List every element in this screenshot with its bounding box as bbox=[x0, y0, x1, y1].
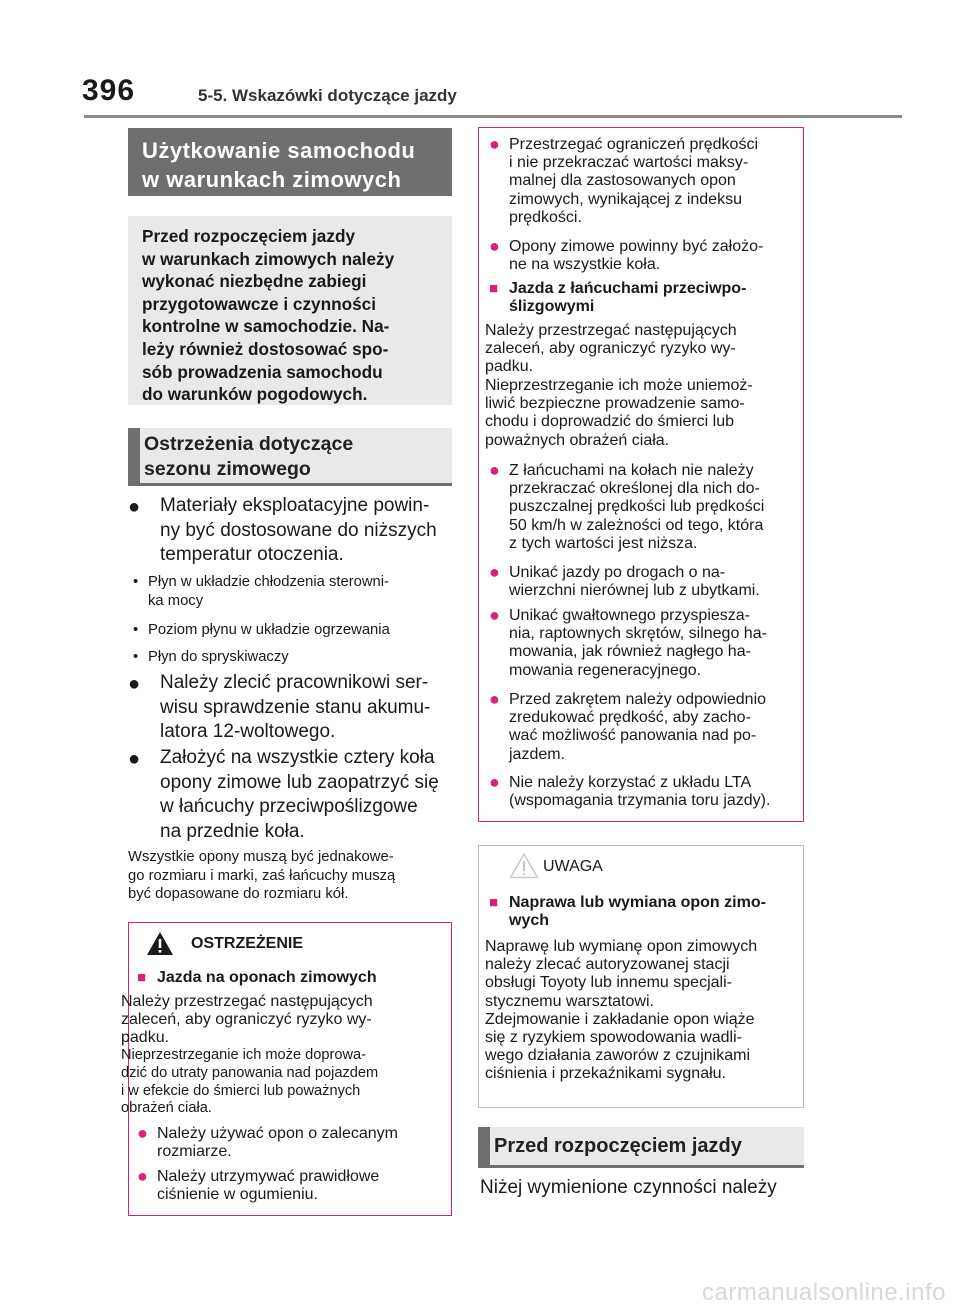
warning-box bbox=[121, 922, 452, 1216]
item-line: Należy zlecić pracownikowi ser- bbox=[160, 672, 429, 693]
chains-para-1 bbox=[485, 322, 801, 377]
para-line: stycznemu warsztatowi. bbox=[485, 992, 654, 1010]
header-rule bbox=[84, 115, 902, 118]
bullet-line: puszczalnej prędkości lub prędkości bbox=[509, 498, 765, 516]
caution-para bbox=[485, 938, 801, 1084]
bullet-icon: ● bbox=[128, 673, 141, 695]
para-line: zaleceń, aby ograniczyć ryzyko wy- bbox=[485, 340, 736, 358]
bullet-line: (wspomagania trzymania toru jazdy). bbox=[509, 792, 771, 810]
bullet-icon: ● bbox=[489, 605, 500, 625]
bullet-line: ciśnienie w ogumieniu. bbox=[157, 1186, 318, 1204]
bullet-icon: ● bbox=[489, 562, 500, 582]
bullet-line: malnej dla zastosowanych opon bbox=[509, 172, 736, 190]
square-bullet-icon: ■ bbox=[137, 969, 147, 986]
right-bullet bbox=[489, 136, 809, 227]
caution-heading bbox=[489, 894, 809, 930]
note-paragraph bbox=[128, 848, 458, 904]
sub-item-line: Poziom płynu w układzie ogrzewania bbox=[148, 622, 390, 638]
bullet-icon: ● bbox=[137, 1123, 148, 1143]
list-item-fluids bbox=[128, 494, 486, 568]
warning-title: OSTRZEŻENIE bbox=[191, 935, 304, 952]
subheading-before-driving: Przed rozpoczęciem jazdy bbox=[478, 1127, 804, 1168]
warning-para-1 bbox=[121, 993, 437, 1048]
main-title-line: w warunkach zimowych bbox=[142, 167, 402, 192]
sub-item-line: Płyn do spryskiwaczy bbox=[148, 649, 289, 665]
bullet-icon: ● bbox=[489, 689, 500, 709]
chains-para-2 bbox=[485, 377, 801, 450]
sub-item-line: ka mocy bbox=[148, 593, 204, 609]
bullet-line: Unikać jazdy po drogach o na- bbox=[509, 564, 726, 581]
item-line: temperatur otoczenia. bbox=[160, 544, 344, 565]
para-line: obrażeń ciała. bbox=[121, 1100, 212, 1117]
subheading-line: sezonu zimowego bbox=[144, 458, 311, 480]
right-bullet bbox=[489, 462, 815, 553]
para-line: Nieprzestrzeganie ich może uniemoż- bbox=[485, 377, 753, 394]
watermark: carmanualsonline.info bbox=[702, 1279, 946, 1306]
heading-line: wych bbox=[509, 912, 550, 930]
intro-line: kontrolne w samochodzie. Na- bbox=[142, 316, 390, 337]
item-line: Założyć na wszystkie cztery koła bbox=[160, 747, 435, 768]
para-line: obsługi Toyoty lub innemu specjali- bbox=[485, 974, 732, 992]
bullet-line: prędkości. bbox=[509, 208, 582, 226]
right-bullet bbox=[489, 774, 815, 810]
bullet-line: Przed zakrętem należy odpowiednio bbox=[509, 691, 767, 708]
item-line: ny być dostosowane do niższych bbox=[160, 519, 437, 541]
bullet-icon: ● bbox=[137, 1166, 148, 1186]
main-title bbox=[128, 128, 452, 196]
para-line: Należy przestrzegać następujących bbox=[485, 322, 737, 339]
intro-line: sób prowadzenia samochodu bbox=[142, 361, 383, 382]
bullet-line: wać możliwość panowania nad po- bbox=[509, 727, 757, 745]
bullet-line: z tych wartości jest niższa. bbox=[509, 534, 698, 552]
para-line: Naprawę lub wymianę opon zimowych bbox=[485, 938, 758, 955]
bullet-line: Należy używać opon o zalecanym bbox=[157, 1125, 399, 1142]
page-number: 396 bbox=[82, 74, 136, 107]
warning-para-2 bbox=[121, 1047, 443, 1118]
sub-item bbox=[128, 648, 474, 667]
note-line: być dopasowane do rozmiaru kół. bbox=[128, 886, 349, 902]
warning-bullet bbox=[137, 1168, 457, 1204]
right-bullet bbox=[489, 691, 815, 764]
dot-icon: • bbox=[133, 574, 139, 590]
section-title: 5-5. Wskazówki dotyczące jazdy bbox=[198, 86, 457, 105]
bullet-line: przekraczać określonej dla nich do- bbox=[509, 480, 760, 498]
item-line: w łańcuchy przeciwpoślizgowe bbox=[160, 796, 418, 817]
chains-warning-box bbox=[478, 127, 804, 822]
bullet-line: Z łańcuchami na kołach nie należy bbox=[509, 462, 754, 479]
right-bullet bbox=[489, 607, 815, 680]
bullet-icon: ● bbox=[489, 236, 500, 256]
item-line: opony zimowe lub zaopatrzyć się bbox=[160, 771, 439, 793]
bullet-icon: ● bbox=[489, 134, 500, 154]
intro-line: leży również dostosować spo- bbox=[142, 338, 389, 359]
para-line: i w efekcie do śmierci lub poważnych bbox=[121, 1082, 361, 1099]
bullet-line: mowania, jak również nagłego ha- bbox=[509, 643, 751, 661]
note-line: Wszystkie opony muszą być jednakowe- bbox=[128, 849, 394, 865]
item-line: Materiały eksploatacyjne powin- bbox=[160, 495, 430, 516]
para-line: padku. bbox=[121, 1029, 170, 1047]
bullet-line: Przestrzegać ograniczeń prędkości bbox=[509, 136, 759, 153]
bullet-line: Unikać gwałtownego przyspiesza- bbox=[509, 607, 750, 624]
bullet-icon: ● bbox=[489, 460, 500, 480]
bullet-line: ne na wszystkie koła. bbox=[509, 256, 661, 274]
caution-box bbox=[478, 845, 804, 1108]
para-line: dzić do utraty panowania nad pojazdem bbox=[121, 1064, 379, 1081]
para-line: padku. bbox=[485, 358, 534, 376]
intro-line: wykonać niezbędne zabiegi bbox=[142, 271, 367, 292]
bullet-line: jazdem. bbox=[509, 745, 566, 763]
bullet-line: 50 km/h w zależności od tego, która bbox=[509, 516, 764, 534]
bullet-icon: ● bbox=[128, 748, 141, 770]
list-item-battery bbox=[128, 671, 486, 745]
caution-title: UWAGA bbox=[543, 858, 603, 875]
para-line: wego działania zaworów z czujnikami bbox=[485, 1047, 751, 1065]
intro-line: przygotowawcze i czynności bbox=[142, 293, 376, 314]
heading-line: ślizgowymi bbox=[509, 298, 595, 316]
bullet-line: i nie przekraczać wartości maksy- bbox=[509, 154, 749, 172]
subheading-line: Ostrzeżenia dotyczące bbox=[144, 433, 354, 455]
body-text: Niżej wymienione czynności należy bbox=[480, 1177, 777, 1198]
heading-line: Jazda z łańcuchami przeciwpo- bbox=[509, 280, 747, 297]
warning-heading bbox=[137, 969, 469, 987]
main-title-line: Użytkowanie samochodu bbox=[142, 138, 416, 163]
list-item-tires bbox=[128, 746, 486, 844]
sub-item-line: Płyn w układzie chłodzenia sterowni- bbox=[148, 574, 389, 590]
bullet-line: wierzchni nierównej lub z ubytkami. bbox=[509, 582, 760, 600]
bullet-icon: ● bbox=[489, 772, 500, 792]
para-line: się z ryzykiem spowodowania wadli- bbox=[485, 1029, 742, 1047]
para-line: liwić bezpieczne prowadzenie samo- bbox=[485, 395, 745, 413]
sub-item bbox=[128, 621, 474, 640]
bullet-line: Nie należy korzystać z układu LTA bbox=[509, 774, 752, 791]
sub-item bbox=[128, 573, 474, 611]
subheading-winter-warnings bbox=[128, 428, 452, 486]
square-bullet-icon: ■ bbox=[489, 894, 499, 911]
bullet-line: rozmiarze. bbox=[157, 1143, 232, 1161]
bullet-line: Należy utrzymywać prawidłowe bbox=[157, 1168, 380, 1185]
item-line: na przednie koła. bbox=[160, 820, 305, 842]
para-line: Nieprzestrzeganie ich może doprowa- bbox=[121, 1047, 366, 1063]
right-bullet bbox=[489, 564, 815, 600]
heading-line: Naprawa lub wymiana opon zimo- bbox=[509, 894, 766, 911]
warning-bullet bbox=[137, 1125, 457, 1161]
item-line: wisu sprawdzenie stanu akumu- bbox=[160, 696, 431, 718]
bullet-line: zredukować prędkość, aby zacho- bbox=[509, 709, 751, 727]
caution-triangle-icon bbox=[509, 852, 539, 879]
intro-box bbox=[128, 216, 452, 405]
para-line: należy zlecać autoryzowanej stacji bbox=[485, 956, 730, 974]
bullet-line: zimowych, wynikającej z indeksu bbox=[509, 190, 742, 208]
bullet-line: mowania regeneracyjnego. bbox=[509, 661, 702, 679]
warning-heading-text: Jazda na oponach zimowych bbox=[157, 969, 377, 986]
chains-heading bbox=[489, 280, 809, 316]
bullet-line: nia, raptownych skrętów, silnego ha- bbox=[509, 625, 767, 643]
para-line: ciśnienia i przekaźnikami sygnału. bbox=[485, 1065, 726, 1083]
para-line: poważnych obrażeń ciała. bbox=[485, 431, 670, 449]
para-line: Zdejmowanie i zakładanie opon wiąże bbox=[485, 1010, 755, 1028]
warning-triangle-icon bbox=[146, 931, 174, 956]
dot-icon: • bbox=[133, 649, 139, 665]
para-line: Należy przestrzegać następujących bbox=[121, 993, 373, 1010]
intro-line: w warunkach zimowych należy bbox=[142, 248, 395, 269]
bullet-icon: ● bbox=[128, 496, 141, 518]
item-line: latora 12-woltowego. bbox=[160, 721, 336, 742]
right-bullet bbox=[489, 238, 809, 274]
intro-line: do warunków pogodowych. bbox=[142, 384, 368, 405]
dot-icon: • bbox=[133, 622, 139, 638]
bullet-line: Opony zimowe powinny być założo- bbox=[509, 238, 764, 255]
para-line: zaleceń, aby ograniczyć ryzyko wy- bbox=[121, 1011, 372, 1029]
para-line: chodu i doprowadzić do śmierci lub bbox=[485, 413, 735, 431]
square-bullet-icon: ■ bbox=[489, 280, 499, 297]
intro-line: Przed rozpoczęciem jazdy bbox=[142, 226, 356, 246]
note-line: go rozmiaru i marki, zaś łańcuchy muszą bbox=[128, 867, 396, 884]
